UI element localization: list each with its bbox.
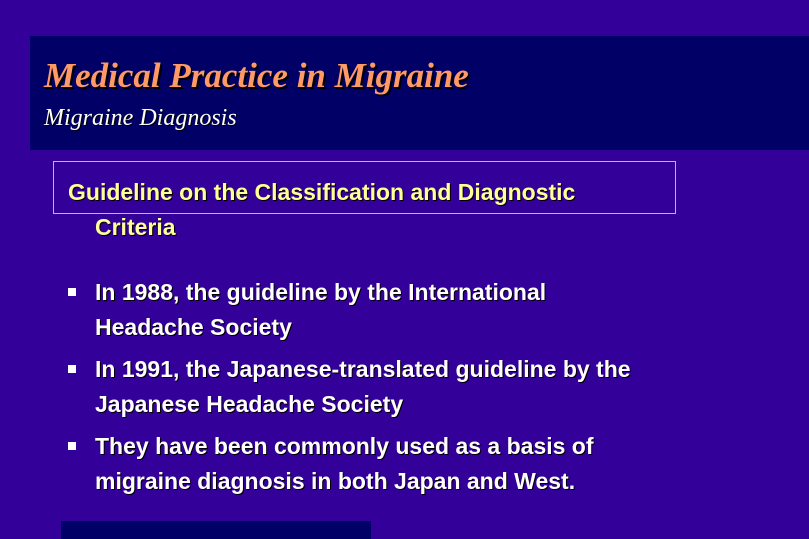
section-heading-line-1: Guideline on the Classification and Diagnostic <box>68 179 576 205</box>
slide-title: Medical Practice in Migraine <box>44 56 469 95</box>
section-heading-line-2: Criteria <box>95 214 176 240</box>
section-heading <box>68 175 748 245</box>
bullet-text-line-1: They have been commonly used as a basis of <box>95 433 594 459</box>
bullet-text <box>95 275 775 345</box>
bullet-text <box>95 352 775 422</box>
title-band <box>30 36 809 150</box>
bullet-text-line-2: Japanese Headache Society <box>95 391 404 417</box>
bottom-decor-bar <box>61 521 371 539</box>
square-bullet-icon <box>68 288 76 296</box>
bullet-text-line-2: Headache Society <box>95 314 292 340</box>
bullet-text-line-1: In 1991, the Japanese-translated guideline by the <box>95 356 631 382</box>
bullet-text <box>95 429 775 499</box>
bullet-text-line-2: migraine diagnosis in both Japan and West. <box>95 468 576 494</box>
square-bullet-icon <box>68 365 76 373</box>
slide-subtitle: Migraine Diagnosis <box>44 105 237 131</box>
bullet-text-line-1: In 1988, the guideline by the International <box>95 279 547 305</box>
square-bullet-icon <box>68 442 76 450</box>
